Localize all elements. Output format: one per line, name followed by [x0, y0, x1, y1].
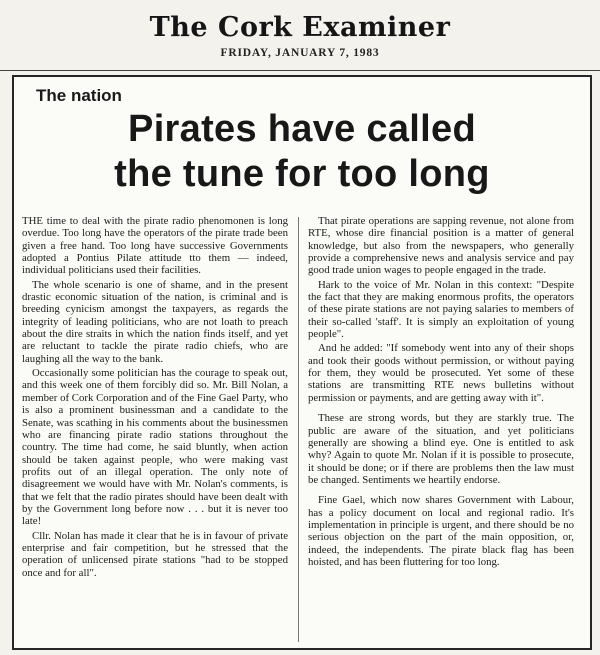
right-column [308, 215, 574, 570]
paragraph: Fine Gael, which now shares Government with Labour, has a policy document on local and regional radio. It's implementation in principle is urgent, and there should be no serious objection on the part of the main opposition, or, indeed, the independents. The pirate black flag has been hoisted, and has been fluttering for too long. [308, 494, 574, 568]
headline-line-2: the tune for too long [114, 153, 490, 195]
paragraph: That pirate operations are sapping revenue, not alone from RTE, whose dire financial position is a matter of general knowledge, but also from the newspapers, who generally provide a comprehensive news and analysis service and pay good trade union wages to people engaged in the trade. [308, 215, 574, 277]
paragraph: Hark to the voice of Mr. Nolan in this context: "Despite the fact that they are making enormous profits, the operators of these pirate stations are not paying salaries to members of their so-called 'staff'. It is simply an exploitation of young people". [308, 278, 574, 341]
headline-line-1: Pirates have called [128, 108, 476, 150]
issue-date: FRIDAY, JANUARY 7, 1983 [220, 47, 380, 59]
paragraph: The whole scenario is one of shame, and in the present drastic economic situation of the nation, is criminal and is breeding cynicism amongst the taxpayers, as regards the integrity of leading politicians, who are not loath to preach about the dire straits in which the nation finds itself, and yet are reluctant to tackle the pirate radio chiefs, who are laughing all the way to the bank. [22, 278, 288, 365]
masthead-rule [0, 70, 600, 71]
headline [14, 107, 590, 197]
column-divider [298, 217, 299, 642]
paragraph: And he added: "If somebody went into any of their shops and took their goods without permission, or without paying for them, they would be prosecuted. Yet some of these stations are transmitting RTE news bulletins without permission or payments, and are getting away with it". [308, 342, 574, 404]
paragraph: THE time to deal with the pirate radio phenomonen is long overdue. Too long have the operators of the pirate trade been given a free hand. Too long have successive Governments adopted a Pontius Pilate attitude tto them — indeed, individual politicians used their facilities. [22, 215, 288, 277]
newspaper-title: The Cork Examiner [149, 12, 451, 43]
left-column [22, 215, 288, 581]
paragraph: These are strong words, but they are starkly true. The public are aware of the situation, and yet politicians generally are showing a blind eye. One is entitled to ask why? Again to quote Mr. Nolan if it is possible to prosecute, it should be done; or if there are problems then the law must be changed. Sentiments we heartily endorse. [308, 412, 574, 486]
paragraph: Occasionally some politician has the courage to speak out, and this week one of them forcibly did so. Mr. Bill Nolan, a member of Cork Corporation and of the Fine Gael Party, who is also a prominent businessman and a candidate to the Senate, was scathing in his comments about the businessmen who are financing pirate radio stations throughout the country. The time had come, he said bluntly, when action should be taken against people, who were making vast profits out of an illegal operation. The only note of disagreement we would have with Mr. Nolan's comments, is that we felt that the radio pirates should have been dealt with by the Government long before now . . . but it is never too late! [22, 367, 288, 528]
article-clipping [12, 75, 592, 650]
section-label: The nation [36, 86, 122, 105]
masthead [0, 4, 600, 74]
paragraph: Cllr. Nolan has made it clear that he is in favour of private enterprise and fair competition, but he stressed that the operation of unlicensed pirate stations "had to be stopped once and for all". [22, 529, 288, 579]
